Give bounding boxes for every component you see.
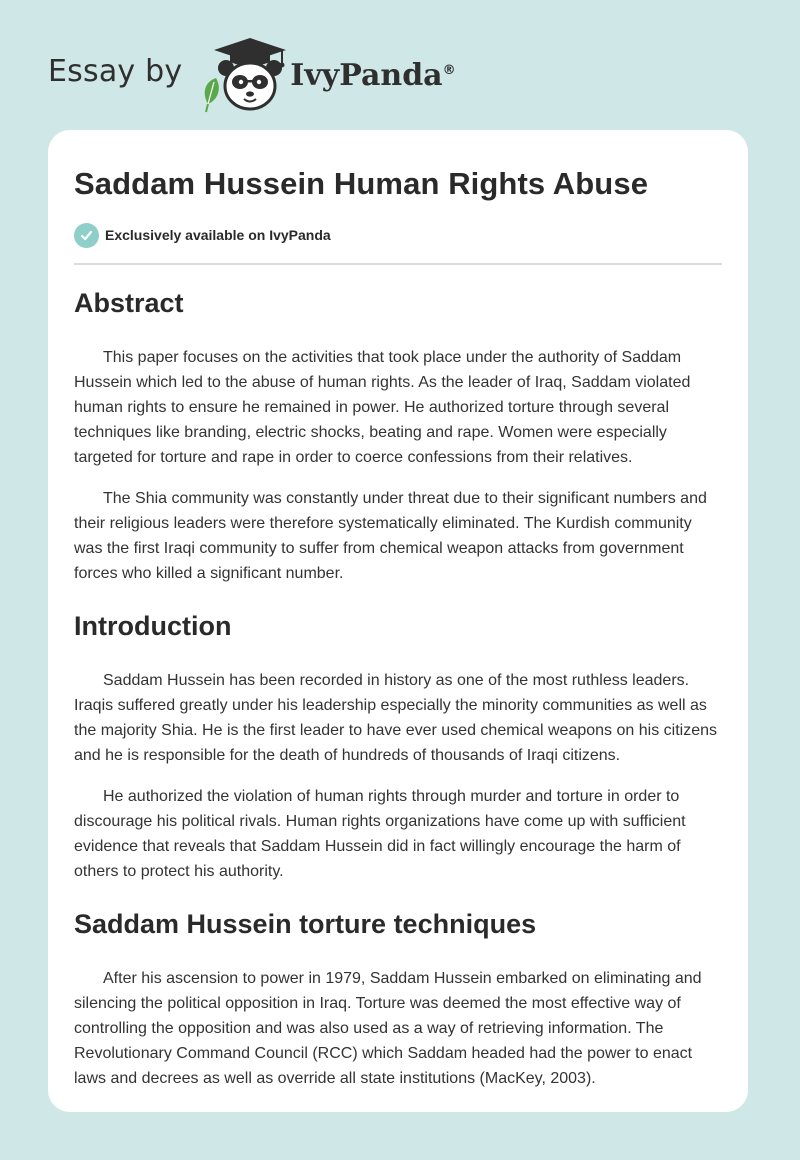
section-introduction — [74, 608, 722, 884]
page-title: Saddam Hussein Human Rights Abuse — [74, 166, 649, 201]
section-heading: Saddam Hussein torture techniques — [74, 909, 537, 939]
section-torture-techniques — [74, 906, 722, 1091]
essay-card — [48, 130, 748, 1112]
exclusive-badge — [74, 222, 722, 248]
registered-mark: ® — [442, 62, 456, 78]
brand-name — [290, 58, 455, 93]
exclusive-label: Exclusively available on IvyPanda — [105, 227, 331, 243]
title-divider — [74, 263, 722, 265]
section-heading: Abstract — [74, 288, 184, 318]
paragraph: Saddam Hussein has been recorded in history as one of the most ruthless leaders. Iraqis suffered greatly under his leadership especially the minority communities as well as the majority Shia. He is the first leader to have ever used chemical weapons on his citizens and he is responsible for the death of hundreds of thousands of Iraqi citizens. — [74, 672, 717, 764]
panda-logo-icon — [196, 34, 288, 114]
section-abstract — [74, 285, 722, 586]
paragraph: After his ascension to power in 1979, Saddam Hussein embarked on eliminating and silencing the political opposition in Iraq. Torture was deemed the most effective way of controlling the opposition and was also used as a way of retrieving information. The Revolutionary Command Council (RCC) which Saddam headed had the power to enact laws and decrees as well as override all state institutions (MacKey, 2003). — [74, 970, 702, 1087]
brand-name-text: IvyPanda — [290, 57, 443, 93]
brand-prefix: Essay by — [48, 53, 183, 89]
check-circle-icon — [74, 223, 99, 248]
paragraph: The Shia community was constantly under threat due to their significant numbers and their religious leaders were therefore systematically eliminated. The Kurdish community was the first Iraqi community to suffer from chemical weapon attacks from government forces who killed a significant number. — [74, 490, 707, 582]
paragraph: This paper focuses on the activities that took place under the authority of Saddam Hussein which led to the abuse of human rights. As the leader of Iraq, Saddam violated human rights to ensure he remained in power. He authorized torture through several techniques like branding, electric shocks, beating and rape. Women were especially targeted for torture and rape in order to coerce confessions from their relatives. — [74, 349, 691, 466]
section-heading: Introduction — [74, 611, 232, 641]
brand-header[interactable] — [48, 34, 456, 114]
paragraph: He authorized the violation of human rights through murder and torture in order to discourage his political rivals. Human rights organizations have come up with sufficient evidence that reveals that Saddam Hussein did in fact willingly encourage the harm of others to protect his authority. — [74, 788, 686, 880]
